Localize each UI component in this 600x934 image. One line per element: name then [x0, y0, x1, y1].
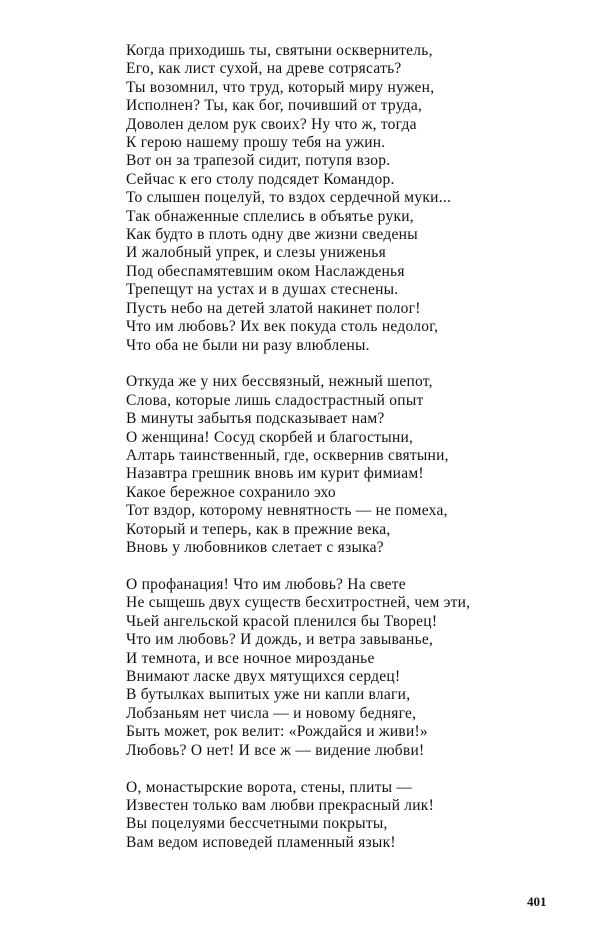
poem-line: Что им любовь? Их век покуда столь недолог,: [126, 318, 439, 336]
poem-line: Ты возомнил, что труд, который миру нужен,: [126, 78, 435, 96]
poem-line: Исполнен? Ты, как бог, почивший от труда,: [126, 97, 423, 115]
poem-line: Тот вздор, которому невнятность — не помеха,: [126, 502, 448, 520]
poem-line: Лобзаньям нет числа — и новому бедняге,: [126, 704, 417, 722]
poem-line: Который и теперь, как в прежние века,: [126, 520, 391, 538]
poem-line: Сейчас к его столу подсядет Командор.: [126, 170, 395, 188]
stanza: [126, 42, 546, 355]
poem-line: Вот он за трапезой сидит, потупя взор.: [126, 152, 391, 170]
poem-line: Откуда же у них бессвязный, нежный шепот,: [126, 373, 433, 391]
poem-line: Когда приходишь ты, святыни осквернитель,: [126, 42, 433, 59]
poem-line: И темнота, и все ночное мирозданье: [126, 649, 375, 667]
poem-line: Быть может, рок велит: «Рождайся и живи!»: [126, 723, 428, 741]
poem-line: Любовь? О нет! И все ж — видение любви!: [126, 741, 425, 759]
poem-line: Какое бережное сохранило эхо: [126, 483, 336, 501]
poem-line: Алтарь таинственный, где, осквернив святыни,: [126, 447, 449, 465]
poem-line: О женщина! Сосуд скорбей и благостыни,: [126, 428, 414, 446]
poem-line: Вновь у любовников слетает с языка?: [126, 539, 384, 557]
poem-line: Доволен делом рук своих? Ну что ж, тогда: [126, 115, 417, 133]
poem-line: Вы поцелуями бессчетными покрыты,: [126, 815, 388, 833]
poem-line: Что им любовь? И дождь, и ветра завыванье,: [126, 631, 434, 649]
poem-line: О профанация! Что им любовь? На свете: [126, 575, 406, 593]
poem-text: [126, 42, 546, 871]
poem-line: Под обеспамятевшим оком Наслажденья: [126, 262, 405, 280]
poem-line: Вам ведом исповедей пламенный язык!: [126, 833, 396, 851]
poem-line: Не сыщешь двух существ бесхитростней, чем эти,: [126, 594, 471, 612]
poem-line: И жалобный упрек, и слезы униженья: [126, 244, 386, 262]
poem-line: Чьей ангельской красой пленился бы Творец!: [126, 612, 438, 630]
poem-line: Его, как лист сухой, на древе сотрясать?: [126, 60, 402, 78]
poem-line: Трепещут на устах и в душах стеснены.: [126, 281, 399, 299]
stanza: [126, 576, 546, 760]
poem-line: О, монастырские ворота, стены, плиты —: [126, 778, 413, 796]
stanza: [126, 779, 546, 853]
poem-line: Так обнаженные сплелись в объятье руки,: [126, 207, 414, 225]
poem-line: Назавтра грешник вновь им курит фимиам!: [126, 465, 424, 483]
stanza: [126, 373, 546, 557]
poem-line: Пусть небо на детей златой накинет полог!: [126, 299, 421, 317]
poem-line: Слова, которые лишь сладострастный опыт: [126, 391, 424, 409]
poem-line: То слышен поцелуй, то вздох сердечной муки...: [126, 189, 452, 207]
poem-line: Внимают ласке двух мятущихся сердец!: [126, 668, 401, 685]
poem-line: К герою нашему прошу тебя на ужин.: [126, 134, 386, 152]
poem-line: Известен только вам любви прекрасный лик!: [126, 796, 434, 814]
poem-line: В бутылках выпитых уже ни капли влаги,: [126, 686, 411, 704]
poem-line: В минуты забытья подсказывает нам?: [126, 410, 385, 428]
poem-line: Как будто в плоть одну две жизни сведены: [126, 226, 418, 244]
page-number: 401: [527, 894, 547, 909]
poem-line: Что оба не были ни разу влюблены.: [126, 336, 370, 354]
